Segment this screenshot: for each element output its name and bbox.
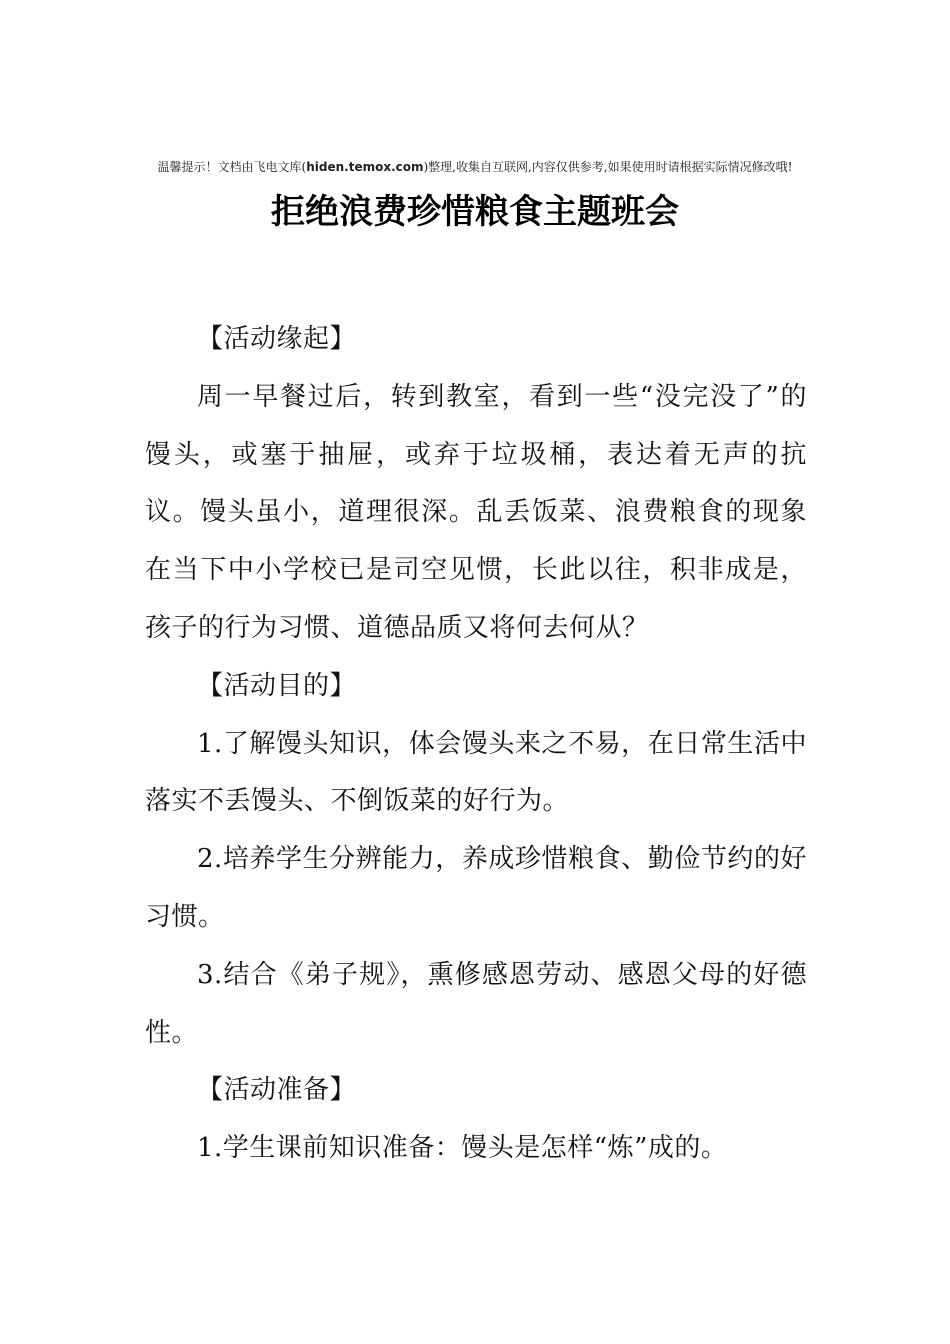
paragraph-goal-1: 1.了解馒头知识，体会馒头来之不易，在日常生活中落实不丢馒头、不倒饭菜的好行为。 xyxy=(145,728,807,817)
document-title: 拒绝浪费珍惜粮食主题班会 xyxy=(271,192,679,232)
paragraph-origin: 周一早餐过后，转到教室，看到一些“没完没了”的馒头，或塞于抽屉，或弃于垃圾桶，表达着无声的抗议。馒头虽小，道理很深。乱丢饭菜、浪费粮食的现象在当下中小学校已是司空见惯，长此以往，积非成是，孩子的行为习惯、道德品质又将何去何从？ xyxy=(145,381,807,643)
notice-suffix: )整理,收集自互联网,内容仅供参考,如果使用时请根据实际情况修改哦! xyxy=(423,160,793,174)
section-heading-goals: 【活动目的】 xyxy=(197,670,357,701)
section-heading-preparation: 【活动准备】 xyxy=(197,1075,357,1106)
section-heading-origin: 【活动缘起】 xyxy=(197,324,357,354)
document-body xyxy=(145,311,807,1178)
notice-prefix: 温馨提示！文档由飞电文库( xyxy=(157,160,307,174)
paragraph-preparation-1: 1.学生课前知识准备：馒头是怎样“炼”成的。 xyxy=(197,1133,728,1164)
paragraph-goal-2: 2.培养学生分辨能力，养成珍惜粮食、勤俭节约的好习惯。 xyxy=(145,844,807,932)
paragraph-goal-3: 3.结合《弟子规》，熏修感恩劳动、感恩父母的好德性。 xyxy=(145,959,807,1048)
download-notice xyxy=(0,159,950,175)
notice-site-link[interactable]: hiden.temox.com xyxy=(306,160,424,174)
